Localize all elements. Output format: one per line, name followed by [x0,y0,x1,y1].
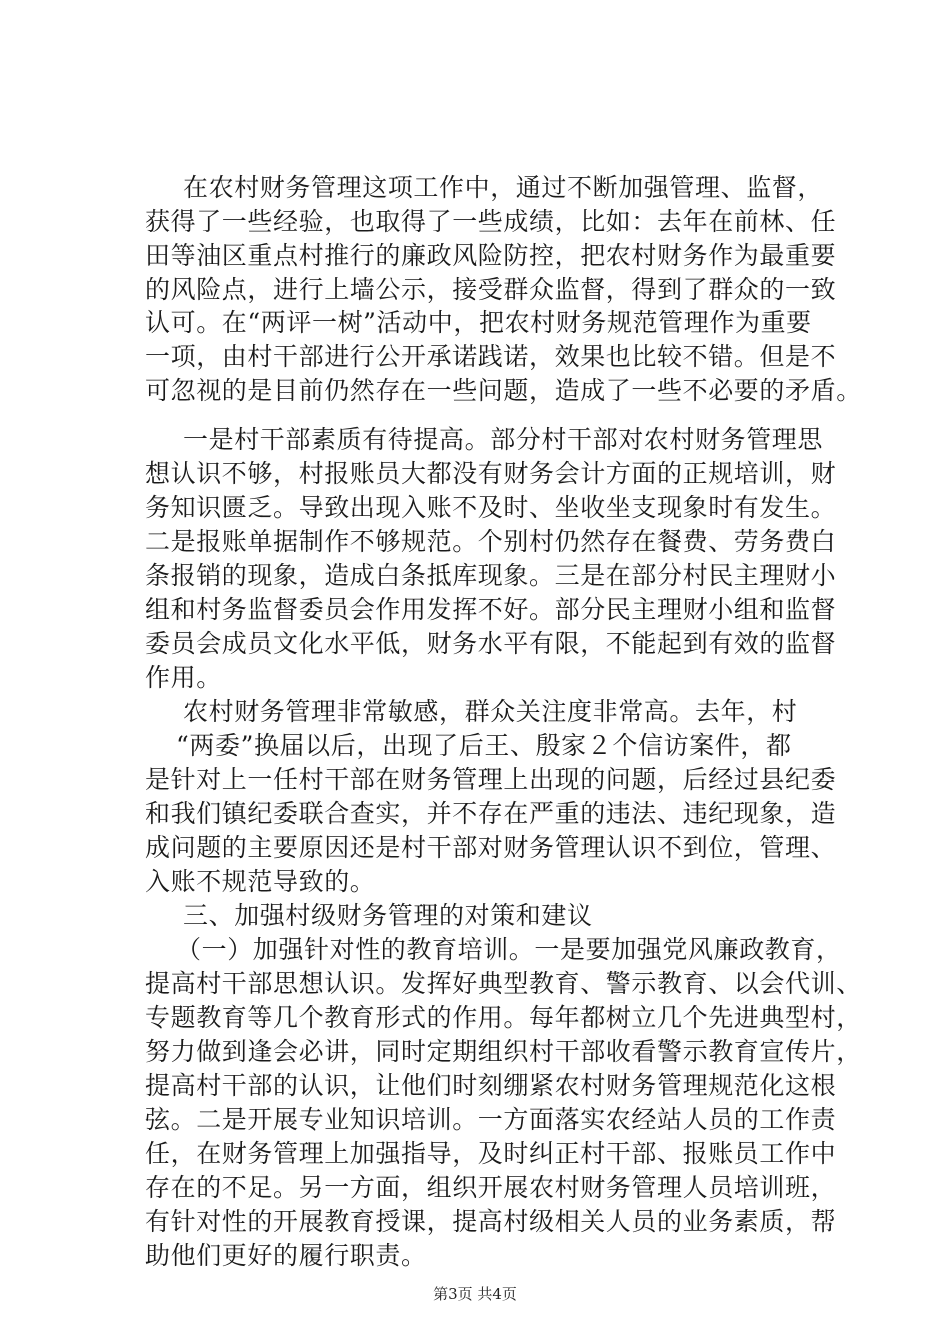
page-number: 第3页 共4页 [433,1285,517,1303]
text-line: 获得了一些经验，也取得了一些成绩，比如：去年在前林、任 [145,207,837,236]
text-line: 作用。 [145,663,222,692]
text-line: 的风险点，进行上墙公示，接受群众监督，得到了群众的一致 [145,275,837,304]
text-line: 努力做到逢会必讲，同时定期组织村干部收看警示教育宣传片， [145,1037,862,1066]
text-line: 成问题的主要原因还是村干部对财务管理认识不到位，管理、 [145,833,837,862]
text-line: 条报销的现象，造成白条抵库现象。三是在部分村民主理财小 [145,561,837,590]
text-line: 可忽视的是目前仍然存在一些问题，造成了一些不必要的矛盾。 [145,376,862,405]
text-line: 组和村务监督委员会作用发挥不好。部分民主理财小组和监督 [145,595,837,624]
text-line: 二是报账单据制作不够规范。个别村仍然存在餐费、劳务费白 [145,527,837,556]
text-line: 和我们镇纪委联合查实，并不存在严重的违法、违纪现象，造 [145,799,837,828]
text-line: 一项，由村干部进行公开承诺践诺，效果也比较不错。但是不 [145,342,837,371]
text-line: 认可。在“两评一树”活动中，把农村财务规范管理作为重要 [145,308,812,337]
text-line: 入账不规范导致的。 [145,867,376,896]
text-line: 弦。二是开展专业知识培训。一方面落实农经站人员的工作责 [145,1105,837,1134]
text-line: 助他们更好的履行职责。 [145,1241,427,1270]
text-line: （一）加强针对性的教育培训。一是要加强党风廉政教育， [176,935,842,964]
text-line: 一是村干部素质有待提高。部分村干部对农村财务管理思 [183,425,824,454]
text-line: 提高村干部思想认识。发挥好典型教育、警示教育、以会代训、 [145,969,862,998]
text-line: 是针对上一任村干部在财务管理上出现的问题，后经过县纪委 [145,765,837,794]
text-line: “两委”换届以后，出现了后王、殷家２个信访案件，都 [176,731,792,760]
text-line: 在农村财务管理这项工作中，通过不断加强管理、监督， [183,173,824,202]
text-line: 任，在财务管理上加强指导，及时纠正村干部、报账员工作中 [145,1139,837,1168]
text-line: 委员会成员文化水平低，财务水平有限，不能起到有效的监督 [145,629,837,658]
text-line: 存在的不足。另一方面，组织开展农村财务管理人员培训班， [145,1173,837,1202]
text-line: 想认识不够，村报账员大都没有财务会计方面的正规培训，财 [145,459,837,488]
text-line: 田等油区重点村推行的廉政风险防控，把农村财务作为最重要 [145,241,837,270]
text-line: 提高村干部的认识，让他们时刻绷紧农村财务管理规范化这根 [145,1071,837,1100]
section-heading: 三、加强村级财务管理的对策和建议 [183,901,593,930]
text-line: 务知识匮乏。导致出现入账不及时、坐收坐支现象时有发生。 [145,493,837,522]
text-line: 专题教育等几个教育形式的作用。每年都树立几个先进典型村， [145,1003,862,1032]
text-line: 有针对性的开展教育授课，提高村级相关人员的业务素质，帮 [145,1207,837,1236]
text-line: 农村财务管理非常敏感，群众关注度非常高。去年，村 [183,697,798,726]
